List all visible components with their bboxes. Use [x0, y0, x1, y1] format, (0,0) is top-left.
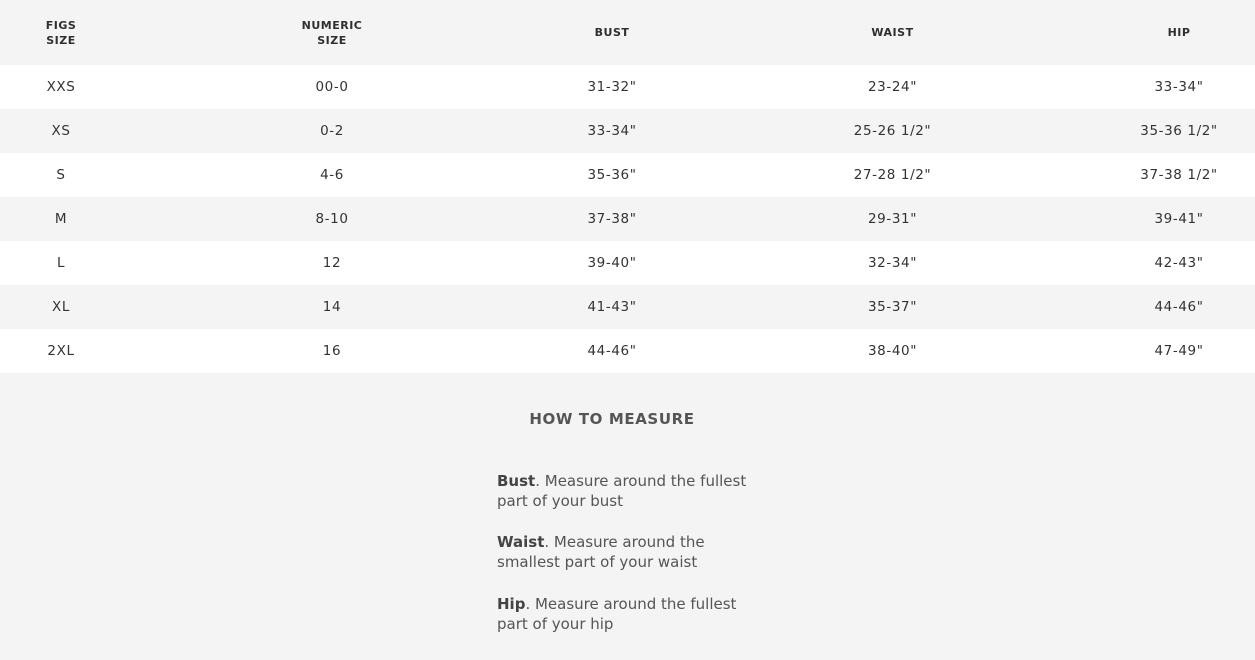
table-row [0, 65, 1255, 109]
cell-hip: 39-41" [1154, 211, 1204, 227]
cell-bust: 41-43" [587, 299, 637, 315]
cell-figs-size: L [56, 255, 66, 271]
table-row [0, 153, 1255, 197]
cell-numeric-size: 8-10 [315, 211, 349, 227]
tip-text: . Measure around the fullest part of your hip [497, 595, 737, 633]
cell-waist: 25-26 1/2" [853, 123, 932, 139]
cell-numeric-size: 00-0 [315, 79, 349, 95]
cell-figs-size: M [54, 211, 68, 227]
how-to-measure-title: HOW TO MEASURE [529, 410, 695, 428]
measure-tip-waist [497, 532, 752, 572]
table-row [0, 285, 1255, 329]
cell-numeric-size: 12 [322, 255, 342, 271]
cell-bust: 35-36" [587, 167, 637, 183]
cell-hip: 42-43" [1154, 255, 1204, 271]
cell-hip: 44-46" [1154, 299, 1204, 315]
cell-waist: 38-40" [867, 343, 918, 359]
table-row [0, 109, 1255, 153]
cell-hip: 37-38 1/2" [1140, 167, 1218, 183]
cell-figs-size: XS [51, 123, 71, 139]
cell-numeric-size: 14 [322, 299, 342, 315]
tip-label: Bust [497, 472, 536, 490]
cell-waist: 23-24" [867, 79, 918, 95]
table-row [0, 329, 1255, 373]
cell-numeric-size: 16 [322, 343, 342, 359]
cell-figs-size: 2XL [47, 343, 75, 359]
cell-hip: 47-49" [1154, 343, 1204, 359]
cell-waist: 35-37" [867, 299, 918, 315]
header-hip: HIP [1167, 26, 1191, 39]
cell-bust: 31-32" [587, 79, 637, 95]
cell-waist: 29-31" [867, 211, 918, 227]
cell-hip: 33-34" [1154, 79, 1204, 95]
tip-label: Hip [497, 595, 526, 613]
header-waist: WAIST [871, 26, 914, 39]
cell-hip: 35-36 1/2" [1140, 123, 1218, 139]
measure-tip-hip [497, 594, 752, 634]
tip-text: . Measure around the smallest part of your waist [497, 533, 705, 571]
measure-tip-bust [497, 471, 752, 511]
header-bust: BUST [594, 26, 630, 39]
cell-numeric-size: 0-2 [320, 123, 344, 139]
table-header-row [0, 0, 1255, 65]
cell-bust: 39-40" [587, 255, 637, 271]
cell-waist: 32-34" [867, 255, 918, 271]
table-row [0, 241, 1255, 285]
header-numeric-size: NUMERIC SIZE [301, 18, 363, 47]
tip-text: . Measure around the fullest part of your bust [497, 472, 747, 510]
cell-waist: 27-28 1/2" [853, 167, 932, 183]
cell-bust: 44-46" [587, 343, 637, 359]
cell-bust: 33-34" [587, 123, 637, 139]
cell-figs-size: XL [52, 299, 70, 315]
tip-label: Waist [497, 533, 545, 551]
cell-figs-size: S [56, 167, 66, 183]
cell-figs-size: XXS [46, 79, 76, 95]
table-row [0, 197, 1255, 241]
cell-bust: 37-38" [587, 211, 637, 227]
cell-numeric-size: 4-6 [320, 167, 344, 183]
header-figs-size: FIGS SIZE [45, 18, 77, 47]
